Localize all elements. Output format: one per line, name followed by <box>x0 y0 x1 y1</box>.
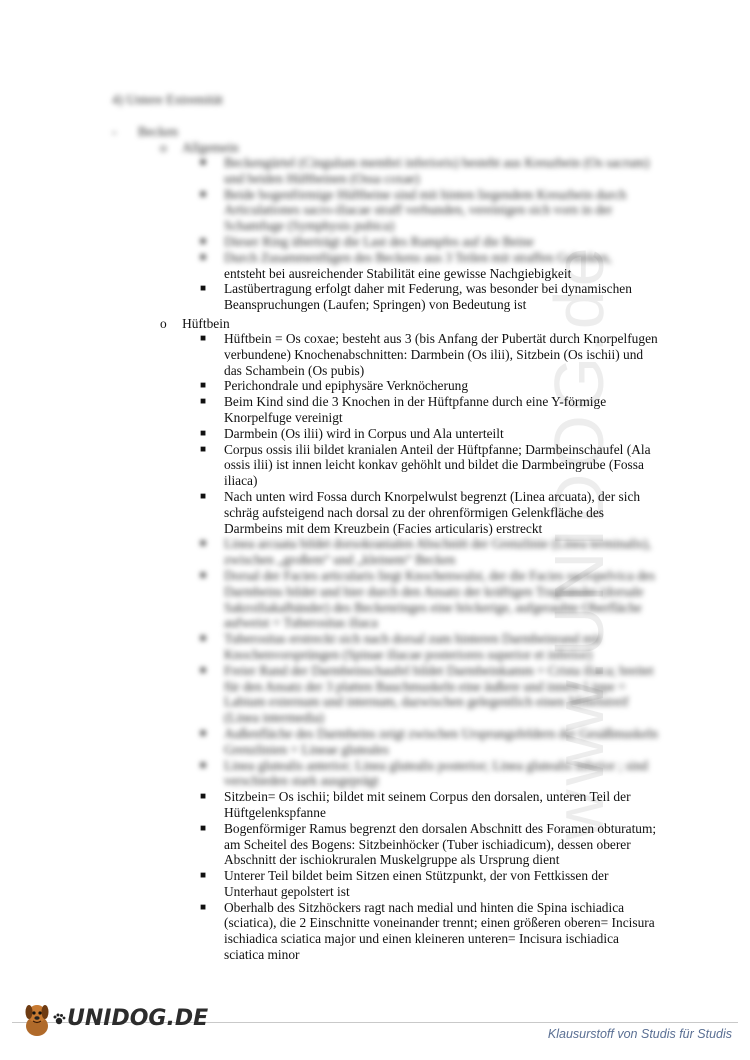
square-bullet: ■ <box>200 235 207 247</box>
hueftbein-label: Hüftbein <box>182 316 230 331</box>
list-item: ■ Dorsal der Facies articularis liegt Knochenwulst, der die Facies sacropelvica des Darmbeins bildet und hier durch den Ansatz der kräftigen Tragbänder (dorsale Sakroiliakalbänder) des Beckenringes eine höckerige, aufgerauhte Oberfläche aufweist = Tuberositas iliaca <box>200 567 655 631</box>
list-item: ■ Hüftbein = Os coxae; besteht aus 3 (bis Anfang der Pubertät durch Knorpelfugen verbundene) Knochenabschnitten: Darmbein (Os ilii), Sitzbein (Os ischii) und das Schambein (Os pubis) <box>200 331 658 378</box>
list-item: ■ Beim Kind sind die 3 Knochen in der Hüftpfanne durch eine Y-förmige Knorpelfuge vereinigt <box>200 394 607 425</box>
square-bullet: ■ <box>200 333 207 344</box>
logo-text: UNIDOG.DE <box>67 1006 209 1032</box>
list-item: ■ Oberhalb des Sitzhöckers ragt nach medial und hinten die Spina ischiadica (sciatica), die 2 Einschnitte voneinander trennt; einen größeren oberen= Incisura ischiadica sciatica major und einen kleineren unteren= Incisura ischiadica sciatica minor <box>200 899 655 963</box>
section-title: 4) Untere Extremität <box>112 92 223 107</box>
square-bullet: ■ <box>200 791 207 803</box>
list-item: ■ Linea glutealis anterior; Linea glutealis posterior; Linea glutealis inferior ; sind verschieden stark ausgeprägt <box>200 757 648 789</box>
square-bullet: ■ <box>200 901 207 913</box>
list-item: ■ Beckengürtel (Cingulum membri inferioris) besteht aus Kreuzbein (Os sacrum) und beiden Hüftbeinen (Ossa coxae) <box>200 155 650 186</box>
list-item: ■ Tuberositas erstreckt sich nach dorsal zum hinteren Darmbeinrand mit Knochenvorsprüngen (Spinae iliacae posteriores superior et inferior) <box>200 631 601 662</box>
list-item: ■ Corpus ossis ilii bildet kranialen Anteil der Hüftpfanne; Darmbeinschaufel (Ala ossis ilii) ist innen leicht konkav gehöhlt und bildet die Darmbeingrube (Fossa iliaca) <box>200 441 651 489</box>
footer-logo <box>20 1000 208 1038</box>
list-item: ■ Nach unten wird Fossa durch Knorpelwulst begrenzt (Linea arcuata), der sich schräg aufsteigend nach dorsal zu der ohrenförmigen Gelenkfläche des Darmbeins mit dem Kreuzbein (Facies articularis) erstreckt <box>200 488 641 536</box>
subheading-allgemein <box>160 140 239 156</box>
square-bullet: ■ <box>200 251 207 263</box>
square-bullet: ■ <box>200 727 207 739</box>
allgemein-label: Allgemein <box>182 140 239 155</box>
square-bullet: ■ <box>200 538 207 550</box>
list-item: ■ Beide bogenförmige Hüftbeine sind mit hinten liegendem Kreuzbein durch Articulationes sacro-iliacae straff verbunden, vereinigen sich vorn in der Schamfuge (Symphysis pubica) <box>200 186 627 234</box>
square-bullet: ■ <box>200 283 207 295</box>
square-bullet: ■ <box>200 822 207 834</box>
paw-icon <box>52 1012 66 1026</box>
hueftbein-list <box>200 331 660 963</box>
square-bullet: ■ <box>200 443 207 455</box>
list-item: ■ Lastübertragung erfolgt daher mit Federung, was besonder bei dynamischen Beanspruchungen (Laufen; Springen) von Bedeutung ist <box>200 281 632 313</box>
list-item: ■ Außenfläche des Darmbeins zeigt zwischen Ursprungsfeldern der Gesäßmuskeln Grenzlinien = Lineae gluteales <box>200 725 658 757</box>
square-bullet: ■ <box>200 870 207 882</box>
list-item: ■ Darmbein (Os ilii) wird in Corpus und Ala unterteilt <box>200 425 504 441</box>
allgemein-list <box>200 155 660 313</box>
list-item: ■ Dieser Ring überträgt die Last des Rumpfes auf die Beine <box>200 233 534 249</box>
square-bullet: ■ <box>200 569 207 581</box>
circle-bullet: o <box>160 140 167 155</box>
subheading-hueftbein <box>160 316 230 332</box>
watermark: www.UNIDOG.de <box>540 243 618 840</box>
footer-tagline: Klausurstoff von Studis für Studis <box>547 1027 732 1041</box>
dog-mascot-icon <box>20 1000 54 1038</box>
circle-bullet: o <box>160 316 167 331</box>
dash-bullet: - <box>112 124 117 139</box>
square-bullet: ■ <box>200 633 207 645</box>
list-item: ■ Unterer Teil bildet beim Sitzen einen Stützpunkt, der von Fettkissen der Unterhaut gepolstert ist <box>200 868 609 899</box>
list-item: ■ Bogenförmiger Ramus begrenzt den dorsalen Abschnitt des Foramen obturatum; am Scheitel des Bogens: Sitzbeinhöcker (Tuber ischiadicum), dessen oberer Abschnitt der ischiokruralen Muskelgruppe als Ursprung dient <box>200 820 657 868</box>
square-bullet: ■ <box>200 759 207 771</box>
list-item: ■ Durch Zusammenfügen des Beckens aus 3 Teilen mit straffen Gelenken, entsteht bei ausreichender Stabilität eine gewisse Nachgiebigkeit <box>200 249 612 281</box>
square-bullet: ■ <box>200 396 207 408</box>
topic-label: Becken <box>137 124 178 139</box>
list-item: ■ Freier Rand der Darmbeinschaufel bildet Darmbeinkamm = Crista iliaca; breitet für den Ansatz der 3 platten Bauchmuskeln eine äußere und innere Lippe = Labium externum und internum, dazwischen gelegentlich einen Mittelstreif (Linea intermedia) <box>200 662 654 726</box>
topic-heading <box>112 124 178 140</box>
square-bullet: ■ <box>200 490 207 502</box>
item-continuation: entsteht bei ausreichender Stabilität eine gewisse Nachgiebigkeit <box>224 265 572 281</box>
square-bullet: ■ <box>200 188 207 200</box>
square-bullet: ■ <box>200 427 207 439</box>
square-bullet: ■ <box>200 664 207 676</box>
list-item: ■ Perichondrale und epiphysäre Verknöcherung <box>200 378 469 394</box>
list-item: ■ Sitzbein= Os ischii; bildet mit seinem Corpus den dorsalen, unteren Teil der Hüftgelenkspfanne <box>200 789 631 820</box>
square-bullet: ■ <box>200 380 207 392</box>
list-item: ■ Linea arcuata bildet dorsokranialen Abschnitt der Grenzlinie (Linea terminalis), zwischen „großem“ und „kleinem“ Becken <box>200 536 652 568</box>
square-bullet: ■ <box>200 157 207 168</box>
